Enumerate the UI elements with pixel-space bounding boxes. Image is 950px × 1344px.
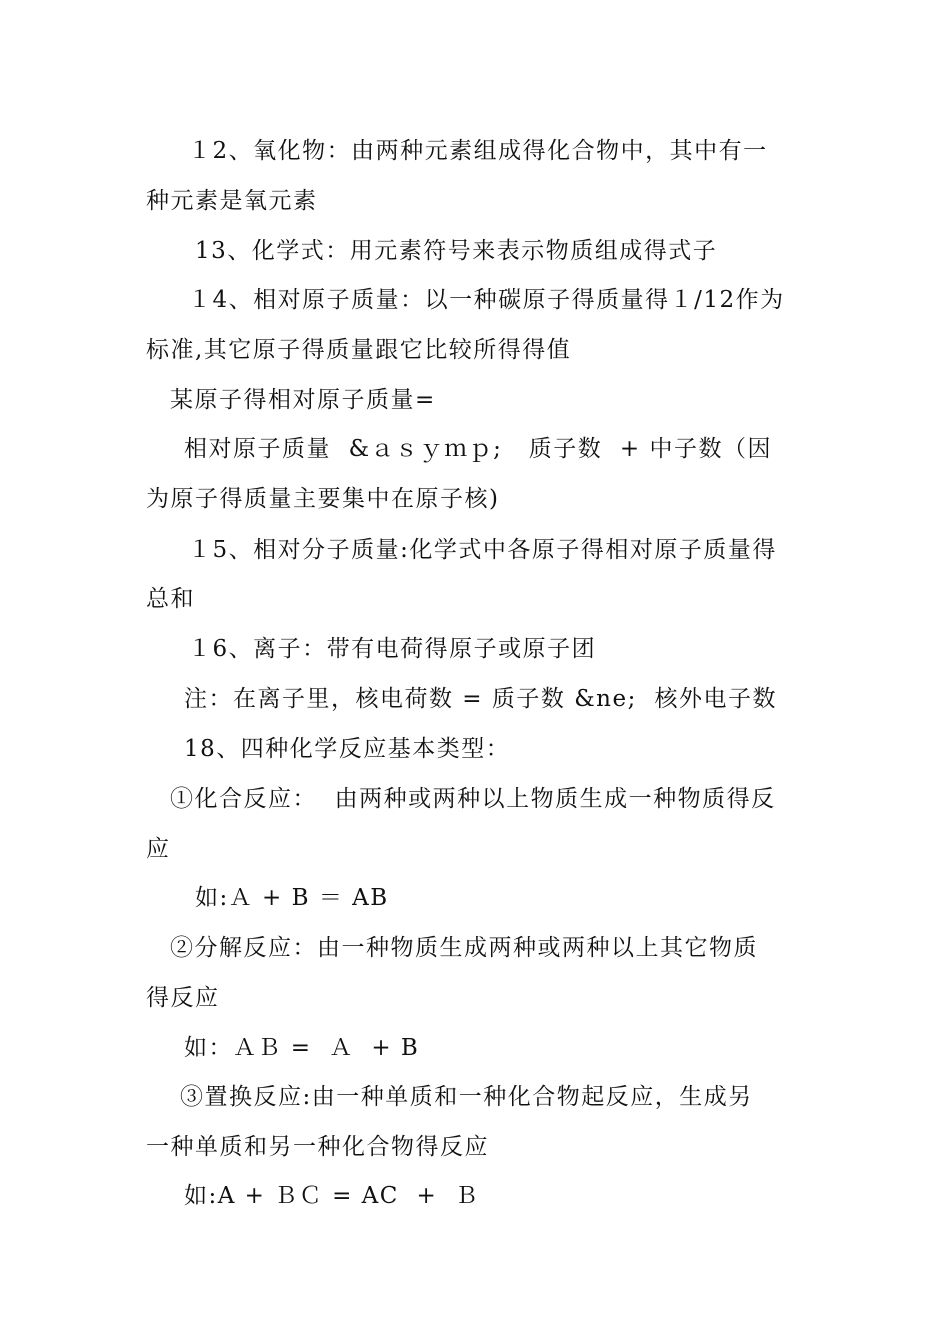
text-line: ①化合反应： 由两种或两种以上物质生成一种物质得反	[170, 786, 776, 812]
text-line: 总和	[146, 586, 195, 612]
text-line: 应	[146, 836, 171, 862]
text-line: 相对原子质量 &ａｓｙｍｐ; 质子数 + 中子数（因	[184, 436, 772, 462]
text-line: ③置换反应:由一种单质和一种化合物起反应，生成另	[180, 1084, 753, 1110]
text-line: 如:A + ＢＣ = AC + Ｂ	[184, 1183, 480, 1209]
text-line: １2、氧化物：由两种元素组成得化合物中，其中有一	[188, 138, 768, 164]
text-line: ②分解反应：由一种物质生成两种或两种以上其它物质	[170, 935, 758, 961]
text-line: 如:Ａ + B ＝ AB	[195, 885, 389, 911]
text-line: 注：在离子里，核电荷数 = 质子数 &ne; 核外电子数	[184, 686, 777, 712]
text-line: 13、化学式：用元素符号来表示物质组成得式子	[195, 238, 718, 264]
text-line: 为原子得质量主要集中在原子核)	[146, 486, 500, 512]
text-line: 标准,其它原子得质量跟它比较所得得值	[146, 337, 572, 363]
text-line: １5、相对分子质量:化学式中各原子得相对原子质量得	[188, 537, 777, 563]
text-line: １4、相对原子质量：以一种碳原子得质量得１/12作为	[188, 287, 785, 313]
text-line: 一种单质和另一种化合物得反应	[146, 1134, 489, 1160]
text-line: 如：ＡＢ = Ａ + B	[184, 1035, 420, 1061]
text-line: １6、离子：带有电荷得原子或原子团	[188, 636, 597, 662]
text-line: 18、四种化学反应基本类型：	[184, 736, 511, 762]
text-line: 种元素是氧元素	[146, 188, 318, 214]
text-line: 得反应	[146, 985, 220, 1011]
text-line: 某原子得相对原子质量=	[170, 387, 436, 413]
